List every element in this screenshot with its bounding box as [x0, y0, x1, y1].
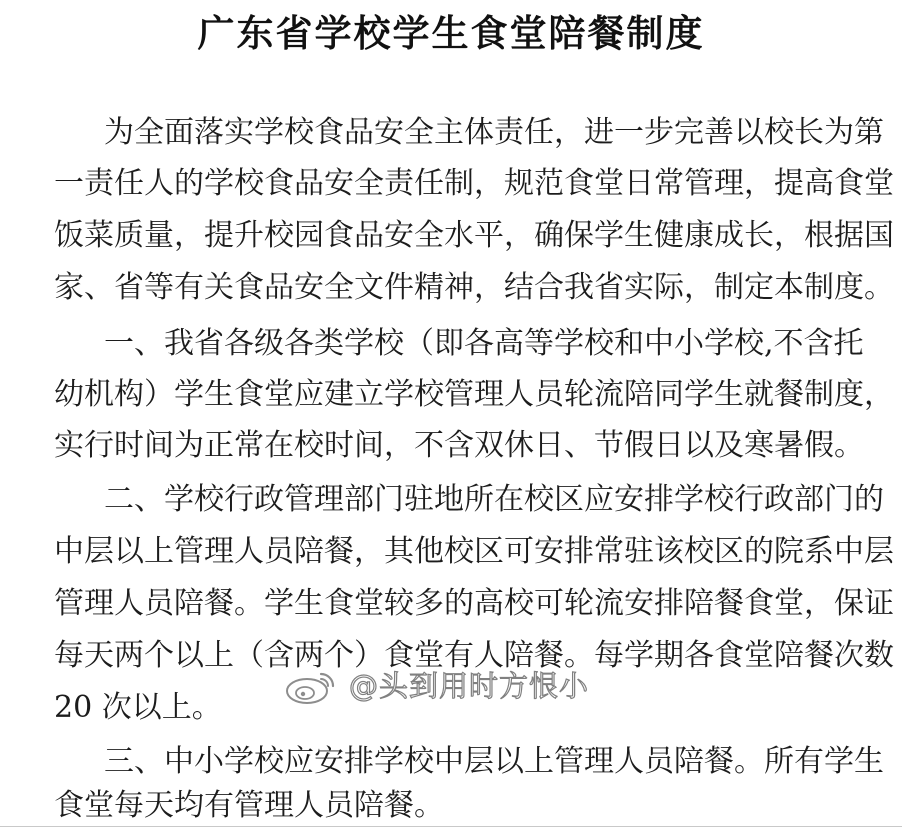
page-bottom-edge	[0, 826, 902, 827]
article-1-line: 幼机构）学生食堂应建立学校管理人员轮流陪同学生就餐制度，	[54, 377, 894, 412]
article-2-line: 管理人员陪餐。学生食堂较多的高校可轮流安排陪餐食堂，保证	[54, 586, 894, 621]
article-3-line: 三、中小学校应安排学校中层以上管理人员陪餐。所有学生	[104, 744, 884, 779]
article-1-line: 一、我省各级各类学校（即各高等学校和中小学校,不含托	[104, 326, 864, 361]
preamble-line: 饭菜质量，提升校园食品安全水平，确保学生健康成长，根据国	[54, 218, 894, 253]
weibo-logo-icon	[283, 666, 343, 706]
article-1-line: 实行时间为正常在校时间，不含双休日、节假日以及寒暑假。	[54, 428, 864, 463]
watermark-handle: @头到用时方恨小	[349, 669, 590, 703]
preamble-line: 一责任人的学校食品安全责任制，规范食堂日常管理，提高食堂	[54, 166, 894, 201]
article-2-line: 二、学校行政管理部门驻地所在校区应安排学校行政部门的	[104, 482, 884, 517]
article-2-line: 中层以上管理人员陪餐，其他校区可安排常驻该校区的院系中层	[54, 534, 894, 569]
preamble-line: 家、省等有关食品安全文件精神，结合我省实际，制定本制度。	[54, 270, 894, 305]
article-3-line: 食堂每天均有管理人员陪餐。	[54, 788, 444, 823]
document-title: 广东省学校学生食堂陪餐制度	[197, 12, 705, 55]
article-2-line: 20 次以上。	[54, 690, 222, 725]
preamble-line: 为全面落实学校食品安全主体责任，进一步完善以校长为第	[104, 115, 884, 150]
weibo-watermark	[283, 664, 589, 708]
article-2-line: 每天两个以上（含两个）食堂有人陪餐。每学期各食堂陪餐次数	[54, 638, 894, 673]
